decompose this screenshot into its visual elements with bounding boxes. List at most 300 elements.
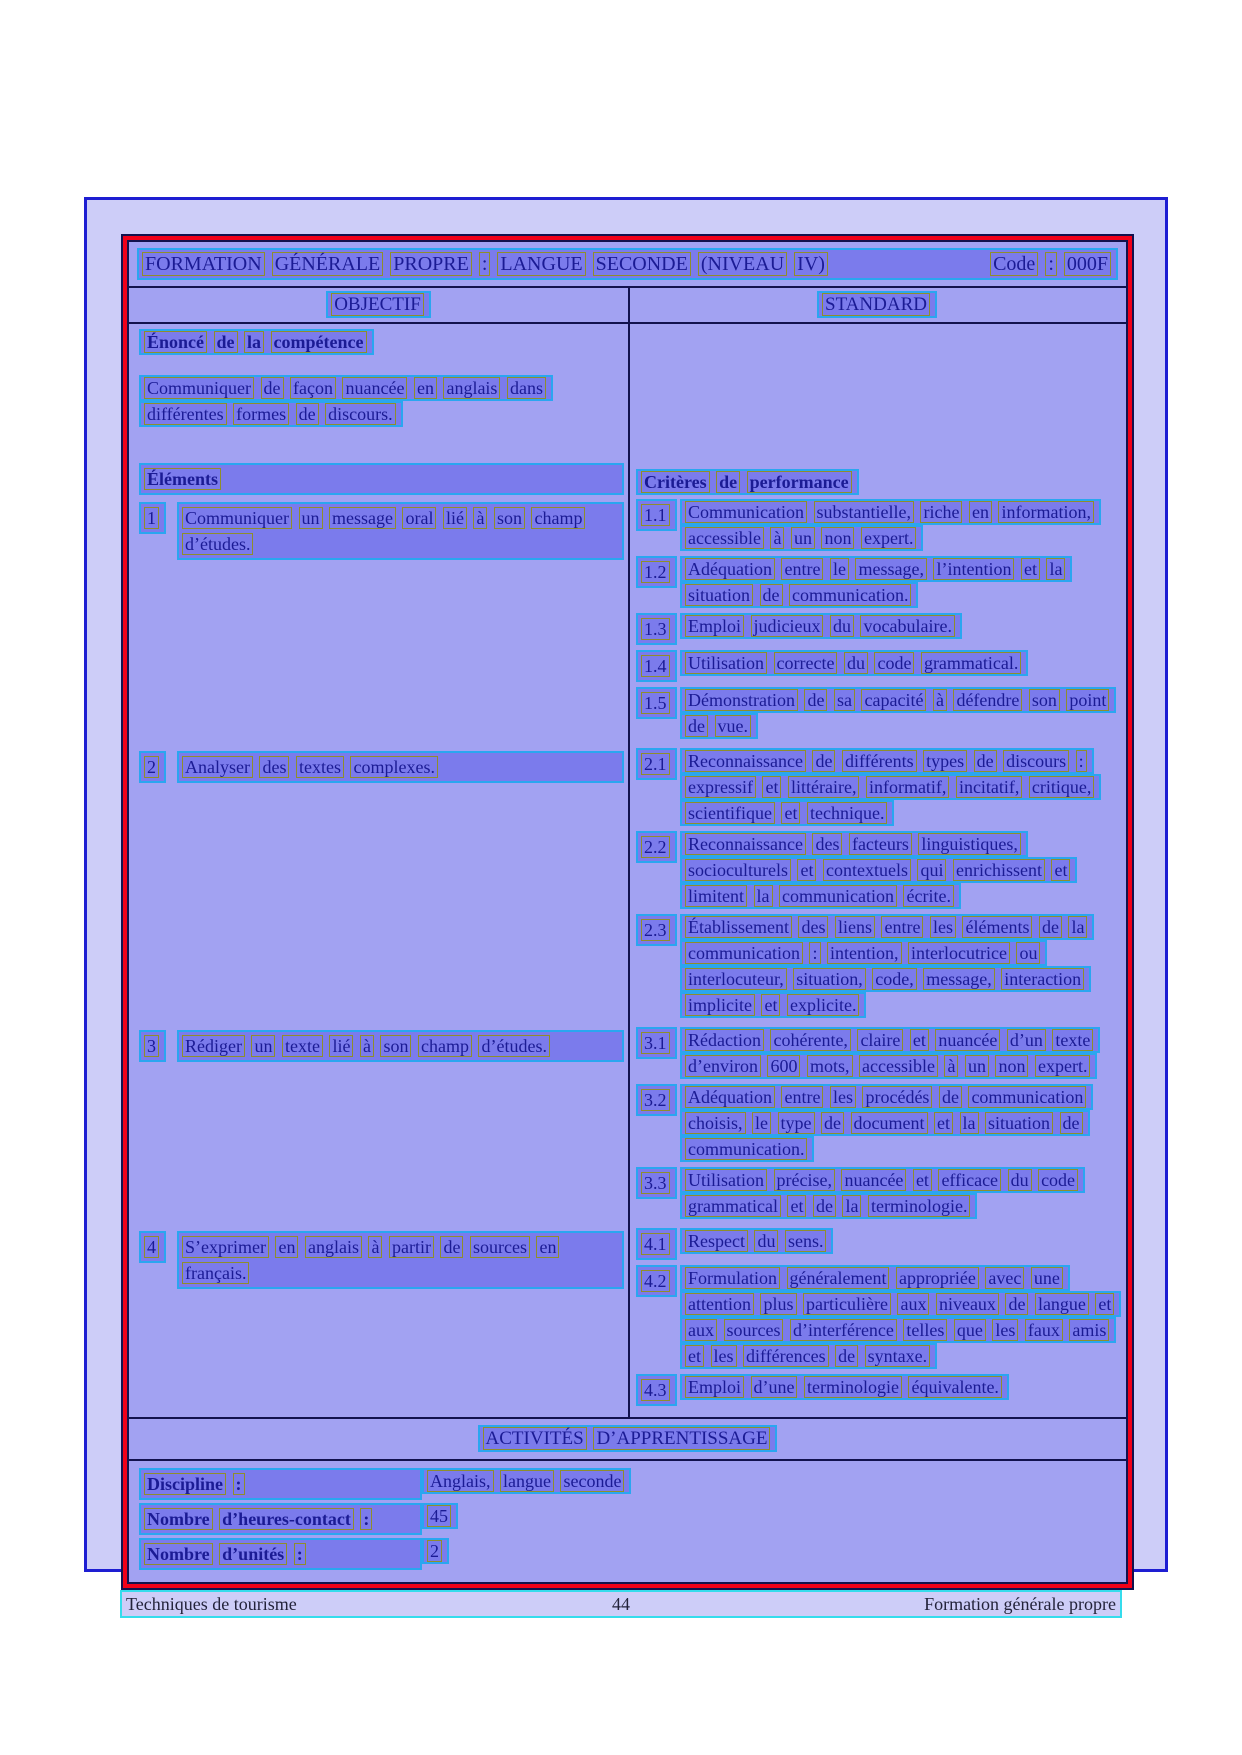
footer-page-number: 44 (612, 1593, 630, 1614)
word-box: Nombre (144, 1543, 213, 1565)
footer-section: Formation générale propre (924, 1593, 1116, 1614)
word-box: 3.2 (641, 1089, 670, 1111)
number-highlight (636, 1084, 677, 1116)
word-box: enrichissent (953, 859, 1045, 881)
title-highlight-line (137, 248, 1118, 280)
word-box: ou (1016, 942, 1040, 964)
criterion (636, 1228, 1122, 1260)
info-line (139, 1503, 1126, 1535)
word-box: Rédiger (182, 1035, 245, 1057)
word-box: de (296, 403, 319, 425)
word-box: compétence (271, 331, 367, 353)
element-number (139, 502, 177, 534)
criterion-text (680, 613, 1122, 639)
word-box: 2 (427, 1540, 442, 1562)
word-box: de (974, 750, 997, 772)
word-box: et (934, 1112, 953, 1134)
criteria-cell (628, 497, 1126, 746)
criterion-text (680, 914, 1122, 1018)
criterion-highlight (680, 748, 1101, 826)
word-box: PROPRE (390, 252, 472, 276)
objectif-heading (326, 291, 431, 318)
word-box: entre (881, 916, 923, 938)
word-box: : (294, 1543, 306, 1565)
word-box: Démonstration (685, 689, 798, 711)
word-box: types (923, 750, 967, 772)
course-info-section (129, 1459, 1126, 1582)
word-box: de (939, 1086, 962, 1108)
word-box: 1.1 (641, 504, 670, 526)
word-box: : (479, 252, 491, 276)
value-highlight (422, 1538, 449, 1564)
number-highlight (139, 1231, 166, 1263)
element (139, 502, 624, 560)
word-box: d’études. (478, 1035, 549, 1057)
word-box: Utilisation (685, 1169, 767, 1191)
word-box: amis (1069, 1319, 1109, 1341)
number-highlight (636, 1167, 677, 1199)
word-box: Adéquation (685, 1086, 775, 1108)
criterion (636, 831, 1122, 909)
word-box: incitatif, (956, 776, 1022, 798)
number-highlight (636, 556, 677, 588)
word-box: de (821, 1112, 844, 1134)
criterion (636, 748, 1122, 826)
enonce-text (139, 375, 569, 427)
label-highlight (139, 1538, 422, 1570)
criterion-text (680, 748, 1122, 826)
word-box: liens (835, 916, 875, 938)
word-box: complexes. (350, 756, 437, 778)
word-box: la (1046, 558, 1065, 580)
word-box: défendre (953, 689, 1022, 711)
word-box: Emploi (685, 1376, 744, 1398)
word-box: choisis, (685, 1112, 746, 1134)
word-box: riche (920, 501, 962, 523)
word-box: : (1076, 750, 1087, 772)
word-box: en (275, 1236, 298, 1258)
word-box: un (299, 507, 323, 529)
number-highlight (139, 1030, 166, 1062)
word-box: champ (531, 507, 585, 529)
criterion (636, 556, 1122, 608)
number-highlight (636, 687, 677, 719)
word-box: cohérente, (770, 1029, 850, 1051)
word-box: 4.1 (641, 1233, 670, 1255)
element-text (177, 1231, 624, 1289)
word-box: communication. (685, 1138, 807, 1160)
word-box: d’interférence (790, 1319, 897, 1341)
word-box: qui (917, 859, 946, 881)
word-box: d’environ (685, 1055, 761, 1077)
word-box: des (812, 833, 842, 855)
criterion (636, 613, 1122, 645)
word-box: implicite (685, 994, 755, 1016)
criterion-text (680, 556, 1122, 608)
word-box: du (754, 1230, 778, 1252)
word-box: : (809, 942, 820, 964)
word-box: procédés (862, 1086, 932, 1108)
word-box: efficace (938, 1169, 1001, 1191)
word-box: nuancée (935, 1029, 1000, 1051)
criterion-number (636, 831, 680, 863)
word-box: D’APPRENTISSAGE (593, 1427, 770, 1450)
word-box: le (752, 1112, 771, 1134)
word-box: une (1031, 1267, 1063, 1289)
element-number (139, 751, 177, 783)
word-box: français. (182, 1262, 249, 1284)
number-highlight (636, 1265, 677, 1297)
word-box: à (944, 1055, 958, 1077)
objectif-cell (129, 324, 628, 497)
word-box: communication (779, 885, 897, 907)
word-box: sources (724, 1319, 784, 1341)
word-box: expert. (1035, 1055, 1090, 1077)
word-box: 1 (144, 507, 159, 529)
criterion-highlight (680, 1027, 1100, 1079)
word-box: Formulation (685, 1267, 780, 1289)
word-box: Établissement (685, 916, 792, 938)
word-box: et (913, 1169, 932, 1191)
word-box: Reconnaissance (685, 750, 806, 772)
table-body (129, 322, 1126, 1417)
standard-column-header (628, 292, 1126, 318)
criterion (636, 499, 1122, 551)
word-box: écrite. (903, 885, 953, 907)
criterion-number (636, 687, 680, 719)
element-cell (129, 1025, 628, 1226)
word-box: 2.3 (641, 919, 670, 941)
word-box: judicieux (751, 615, 824, 637)
number-highlight (636, 650, 677, 682)
word-box: message, (923, 968, 994, 990)
criterion-number (636, 1084, 680, 1116)
word-box: du (1008, 1169, 1032, 1191)
word-box: communication (685, 942, 803, 964)
criterion-highlight (680, 499, 1101, 551)
word-box: : (360, 1508, 372, 1530)
info-value (422, 1538, 449, 1570)
word-box: informatif, (866, 776, 949, 798)
word-box: OBJECTIF (331, 293, 424, 316)
word-box: code (874, 652, 914, 674)
word-box: à (933, 689, 947, 711)
footer-program: Techniques de tourisme (126, 1593, 297, 1614)
word-box: entre (781, 558, 823, 580)
criterion (636, 1084, 1122, 1162)
word-box: formes (233, 403, 289, 425)
word-box: communication. (789, 584, 911, 606)
word-box: discours. (325, 403, 396, 425)
word-box: et (781, 802, 800, 824)
word-box: nuancée (342, 377, 407, 399)
criterion (636, 1167, 1122, 1219)
criterion-highlight (680, 650, 1028, 676)
word-box: attention (685, 1293, 754, 1315)
word-box: limitent (685, 885, 747, 907)
criterion-highlight (680, 1084, 1093, 1162)
word-box: de (716, 471, 740, 493)
column-divider (628, 288, 630, 322)
word-box: capacité (861, 689, 926, 711)
word-box: 3.3 (641, 1172, 670, 1194)
word-box: : (233, 1473, 245, 1495)
word-box: son (494, 507, 525, 529)
word-box: son (1029, 689, 1060, 711)
word-box: grammatical (685, 1195, 781, 1217)
word-box: nuancée (841, 1169, 906, 1191)
label-highlight (139, 1503, 422, 1535)
info-value (422, 1468, 631, 1500)
word-box: FORMATION (142, 252, 265, 276)
number-highlight (636, 831, 677, 863)
word-box: et (1095, 1293, 1114, 1315)
word-box: linguistiques, (918, 833, 1021, 855)
word-box: d’un (1007, 1029, 1046, 1051)
word-box: ACTIVITÉS (483, 1427, 587, 1450)
word-box: la (842, 1195, 861, 1217)
info-label (139, 1538, 422, 1570)
criterion (636, 1374, 1122, 1406)
word-box: situation, (793, 968, 866, 990)
criterion-number (636, 1027, 680, 1059)
word-box: d’études. (182, 533, 253, 555)
info-label (139, 1503, 422, 1535)
element-highlight (177, 502, 624, 560)
number-highlight (636, 499, 677, 531)
word-box: 4.2 (641, 1270, 670, 1292)
word-box: les (992, 1319, 1018, 1341)
word-box: d’unités (219, 1543, 287, 1565)
word-box: SECONDE (593, 252, 691, 276)
word-box: de (214, 331, 238, 353)
word-box: différents (842, 750, 917, 772)
element-number (139, 1231, 177, 1263)
word-box: dans (507, 377, 546, 399)
criterion-text (680, 1265, 1122, 1369)
activites-heading (478, 1425, 778, 1452)
course-code (990, 251, 1113, 277)
number-highlight (636, 1027, 677, 1059)
word-box: Énoncé (144, 331, 207, 353)
word-box: et (910, 1029, 929, 1051)
criterion-number (636, 1374, 680, 1406)
word-box: seconde (560, 1470, 624, 1492)
element-highlight (177, 1231, 624, 1289)
word-box: avec (985, 1267, 1024, 1289)
word-box: en (536, 1236, 559, 1258)
criterion-highlight (680, 914, 1094, 1018)
word-box: expressif (685, 776, 756, 798)
element-highlight (177, 751, 624, 783)
word-box: éléments (962, 916, 1032, 938)
word-box: information, (998, 501, 1093, 523)
word-box: interlocutrice (908, 942, 1010, 964)
criterion-highlight (680, 687, 1116, 739)
word-box: d’heures-contact (219, 1508, 354, 1530)
criterion (636, 1027, 1122, 1079)
word-box: type (778, 1112, 815, 1134)
word-box: technique. (807, 802, 887, 824)
word-box: Discipline (144, 1473, 226, 1495)
word-box: 2.1 (641, 753, 670, 775)
word-box: un (251, 1035, 275, 1057)
word-box: Rédaction (685, 1029, 764, 1051)
elements-heading (139, 463, 624, 495)
criterion-text (680, 650, 1122, 676)
word-box: Communication (685, 501, 807, 523)
word-box: de (813, 1195, 836, 1217)
word-box: terminologie. (868, 1195, 970, 1217)
value-highlight (422, 1503, 458, 1529)
word-box: la (1068, 916, 1087, 938)
word-box: de (1060, 1112, 1083, 1134)
word-box: accessible (859, 1055, 938, 1077)
word-box: de (760, 584, 783, 606)
word-box: les (711, 1345, 737, 1367)
criterion-text (680, 831, 1122, 909)
word-box: de (812, 750, 835, 772)
criterion-highlight (680, 1374, 1009, 1400)
criterion-text (680, 687, 1122, 739)
word-box: (NIVEAU (698, 252, 787, 276)
criterion-number (636, 556, 680, 588)
element-text (177, 1030, 624, 1062)
word-box: Analyser (182, 756, 253, 778)
info-line (139, 1538, 1126, 1570)
element (139, 1231, 624, 1289)
word-box: LANGUE (497, 252, 585, 276)
page-title (142, 251, 830, 277)
document-page (84, 197, 1168, 1572)
word-box: généralement (787, 1267, 890, 1289)
word-box: Reconnaissance (685, 833, 806, 855)
word-box: expert. (861, 527, 916, 549)
word-box: Code (990, 252, 1038, 276)
criterion-number (636, 499, 680, 531)
word-box: en (414, 377, 437, 399)
word-box: point (1066, 689, 1109, 711)
criterion-highlight (680, 1265, 1121, 1369)
info-value (422, 1503, 458, 1535)
word-box: lié (329, 1035, 353, 1057)
element (139, 751, 624, 783)
word-box: document (851, 1112, 928, 1134)
word-box: et (1051, 859, 1070, 881)
objectif-column-header (129, 292, 628, 318)
word-box: GÉNÉRALE (272, 252, 384, 276)
info-label (139, 1468, 422, 1500)
word-box: du (830, 615, 854, 637)
word-box: correcte (774, 652, 838, 674)
word-box: scientifique (685, 802, 775, 824)
label-highlight (139, 1468, 422, 1500)
word-box: appropriée (896, 1267, 979, 1289)
word-box: vue. (715, 715, 752, 737)
word-box: la (244, 331, 264, 353)
word-box: 1.3 (641, 618, 670, 640)
word-box: de (804, 689, 827, 711)
word-box: les (830, 1086, 856, 1108)
word-box: accessible (685, 527, 764, 549)
word-box: 3.1 (641, 1032, 670, 1054)
criterion-number (636, 650, 680, 682)
word-box: Adéquation (685, 558, 775, 580)
word-box: 4.3 (641, 1379, 670, 1401)
page-footer (120, 1590, 1122, 1618)
word-box: équivalente. (908, 1376, 1001, 1398)
word-box: et (1021, 558, 1040, 580)
word-box: socioculturels (685, 859, 791, 881)
criterion-highlight (680, 831, 1077, 909)
word-box: 1.2 (641, 561, 670, 583)
criterion (636, 687, 1122, 739)
element-number (139, 1030, 177, 1062)
criterion-text (680, 1027, 1122, 1079)
word-box: à (473, 507, 487, 529)
word-box: 45 (427, 1505, 451, 1527)
word-box: et (761, 994, 780, 1016)
word-box: entre (781, 1086, 823, 1108)
word-box: vocabulaire. (860, 615, 954, 637)
word-box: de (440, 1236, 463, 1258)
word-box: claire (857, 1029, 903, 1051)
word-box: intention, (827, 942, 902, 964)
criterion-number (636, 1167, 680, 1199)
criterion-number (636, 1228, 680, 1260)
column-header-row (129, 286, 1126, 322)
criterion-number (636, 914, 680, 946)
word-box: IV) (794, 252, 828, 276)
word-box: non (995, 1055, 1028, 1077)
column-divider (628, 324, 630, 1417)
word-box: interlocuteur, (685, 968, 787, 990)
word-box: et (762, 776, 781, 798)
word-box: Anglais, (427, 1470, 494, 1492)
word-box: précise, (774, 1169, 835, 1191)
element-highlight (177, 1030, 624, 1062)
criteria-cell (628, 1025, 1126, 1226)
word-box: code, (872, 968, 916, 990)
word-box: 1.4 (641, 655, 670, 677)
criterion (636, 650, 1122, 682)
number-highlight (139, 502, 166, 534)
criterion-number (636, 1265, 680, 1297)
word-box: message, (855, 558, 926, 580)
word-box: façon (290, 377, 336, 399)
word-box: syntaxe. (865, 1345, 930, 1367)
standard-cell (628, 324, 1126, 497)
word-box: Nombre (144, 1508, 213, 1530)
word-box: non (821, 527, 854, 549)
word-box: textes (296, 756, 344, 778)
word-box: le (830, 558, 849, 580)
element-cell (129, 746, 628, 1025)
word-box: un (791, 527, 815, 549)
criterion-text (680, 1084, 1122, 1162)
word-box: facteurs (849, 833, 912, 855)
value-highlight (422, 1468, 631, 1494)
word-box: niveaux (936, 1293, 999, 1315)
criterion-text (680, 1374, 1122, 1400)
word-box: du (844, 652, 868, 674)
word-box: que (954, 1319, 986, 1341)
word-box: particulière (803, 1293, 891, 1315)
course-table (123, 236, 1132, 1588)
criterion-highlight (680, 613, 962, 639)
word-box: la (754, 885, 773, 907)
word-box: 2 (144, 756, 159, 778)
